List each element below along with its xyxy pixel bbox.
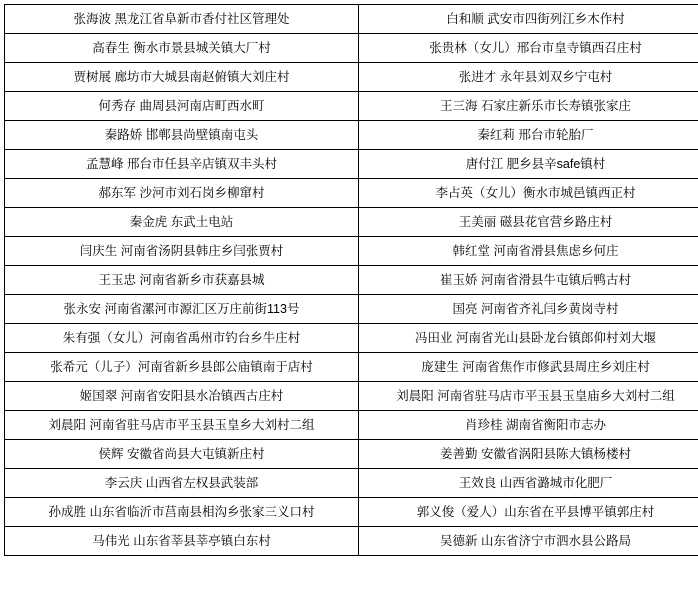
table-row (5, 411, 698, 440)
table-cell: 张希元（儿子）河南省新乡县郎公庙镇南于店村 (5, 353, 359, 382)
table-cell: 唐付江 肥乡县辛safe镇村 (359, 150, 698, 179)
table-cell: 何秀存 曲周县河南店町西水町 (5, 92, 359, 121)
table-row (5, 63, 698, 92)
table-cell: 国亮 河南省齐礼闫乡黄岗寺村 (359, 295, 698, 324)
table-cell: 孟慧峰 邢台市任县辛店镇双丰头村 (5, 150, 359, 179)
table-cell: 马伟光 山东省莘县莘亭镇白东村 (5, 527, 359, 556)
table-row (5, 382, 698, 411)
table-cell: 肖珍桂 湖南省衡阳市志办 (359, 411, 698, 440)
table-cell: 王美丽 磁县花官营乡路庄村 (359, 208, 698, 237)
table-cell: 王玉忠 河南省新乡市获嘉县城 (5, 266, 359, 295)
table-row (5, 324, 698, 353)
table-cell: 李占英（女儿）衡水市城邑镇西正村 (359, 179, 698, 208)
table-cell: 姜善勤 安徽省涡阳县陈大镇杨楼村 (359, 440, 698, 469)
table-cell: 秦红莉 邢台市轮胎厂 (359, 121, 698, 150)
table-row (5, 34, 698, 63)
table-cell: 王三海 石家庄新乐市长寿镇张家庄 (359, 92, 698, 121)
table-cell: 崔玉娇 河南省滑县牛屯镇后鸭古村 (359, 266, 698, 295)
table-cell: 侯辉 安徽省尚县大屯镇新庄村 (5, 440, 359, 469)
table-cell: 秦路娇 邯郸县尚壁镇南屯头 (5, 121, 359, 150)
table-cell: 高春生 衡水市景县城关镇大厂村 (5, 34, 359, 63)
table-body (5, 5, 698, 556)
names-table (4, 4, 698, 556)
table-row (5, 527, 698, 556)
table-row (5, 469, 698, 498)
table-cell: 孙成胜 山东省临沂市莒南县相沟乡张家三义口村 (5, 498, 359, 527)
table-cell: 张永安 河南省漯河市源汇区万庄前街113号 (5, 295, 359, 324)
table-row (5, 237, 698, 266)
table-cell: 吴德新 山东省济宁市泗水县公路局 (359, 527, 698, 556)
table-row (5, 179, 698, 208)
table-cell: 张进才 永年县刘双乡宁屯村 (359, 63, 698, 92)
table-row (5, 353, 698, 382)
table-cell: 张海波 黑龙江省阜新市香付社区管理处 (5, 5, 359, 34)
table-cell: 朱有强（女儿）河南省禹州市钓台乡牛庄村 (5, 324, 359, 353)
table-cell: 贾树展 廊坊市大城县南赵俯镇大刘庄村 (5, 63, 359, 92)
table-cell: 闫庆生 河南省汤阴县韩庄乡闫张贾村 (5, 237, 359, 266)
table-cell: 王效良 山西省潞城市化肥厂 (359, 469, 698, 498)
table-cell: 李云庆 山西省左权县武装部 (5, 469, 359, 498)
table-cell: 白和顺 武安市四街列江乡木作村 (359, 5, 698, 34)
table-cell: 郭义俊（爱人）山东省在平县博平镇郭庄村 (359, 498, 698, 527)
table-row (5, 5, 698, 34)
table-cell: 刘晨阳 河南省驻马店市平玉县玉皇乡大刘村二组 (5, 411, 359, 440)
table-row (5, 208, 698, 237)
table-cell: 张贵林（女儿）邢台市皇寺镇西召庄村 (359, 34, 698, 63)
table-cell: 郝东军 沙河市刘石岗乡柳窜村 (5, 179, 359, 208)
table-row (5, 266, 698, 295)
table-row (5, 121, 698, 150)
table-cell: 刘晨阳 河南省驻马店市平玉县玉皇庙乡大刘村二组 (359, 382, 698, 411)
table-row (5, 150, 698, 179)
table-cell: 冯田业 河南省光山县卧龙台镇郎仰村刘大堰 (359, 324, 698, 353)
table-row (5, 92, 698, 121)
table-cell: 姬国翠 河南省安阳县水冶镇西古庄村 (5, 382, 359, 411)
table-cell: 韩红堂 河南省滑县焦虑乡何庄 (359, 237, 698, 266)
table-cell: 秦金虎 东武土电站 (5, 208, 359, 237)
table-row (5, 440, 698, 469)
table-cell: 庞建生 河南省焦作市修武县周庄乡刘庄村 (359, 353, 698, 382)
table-row (5, 498, 698, 527)
table-row (5, 295, 698, 324)
